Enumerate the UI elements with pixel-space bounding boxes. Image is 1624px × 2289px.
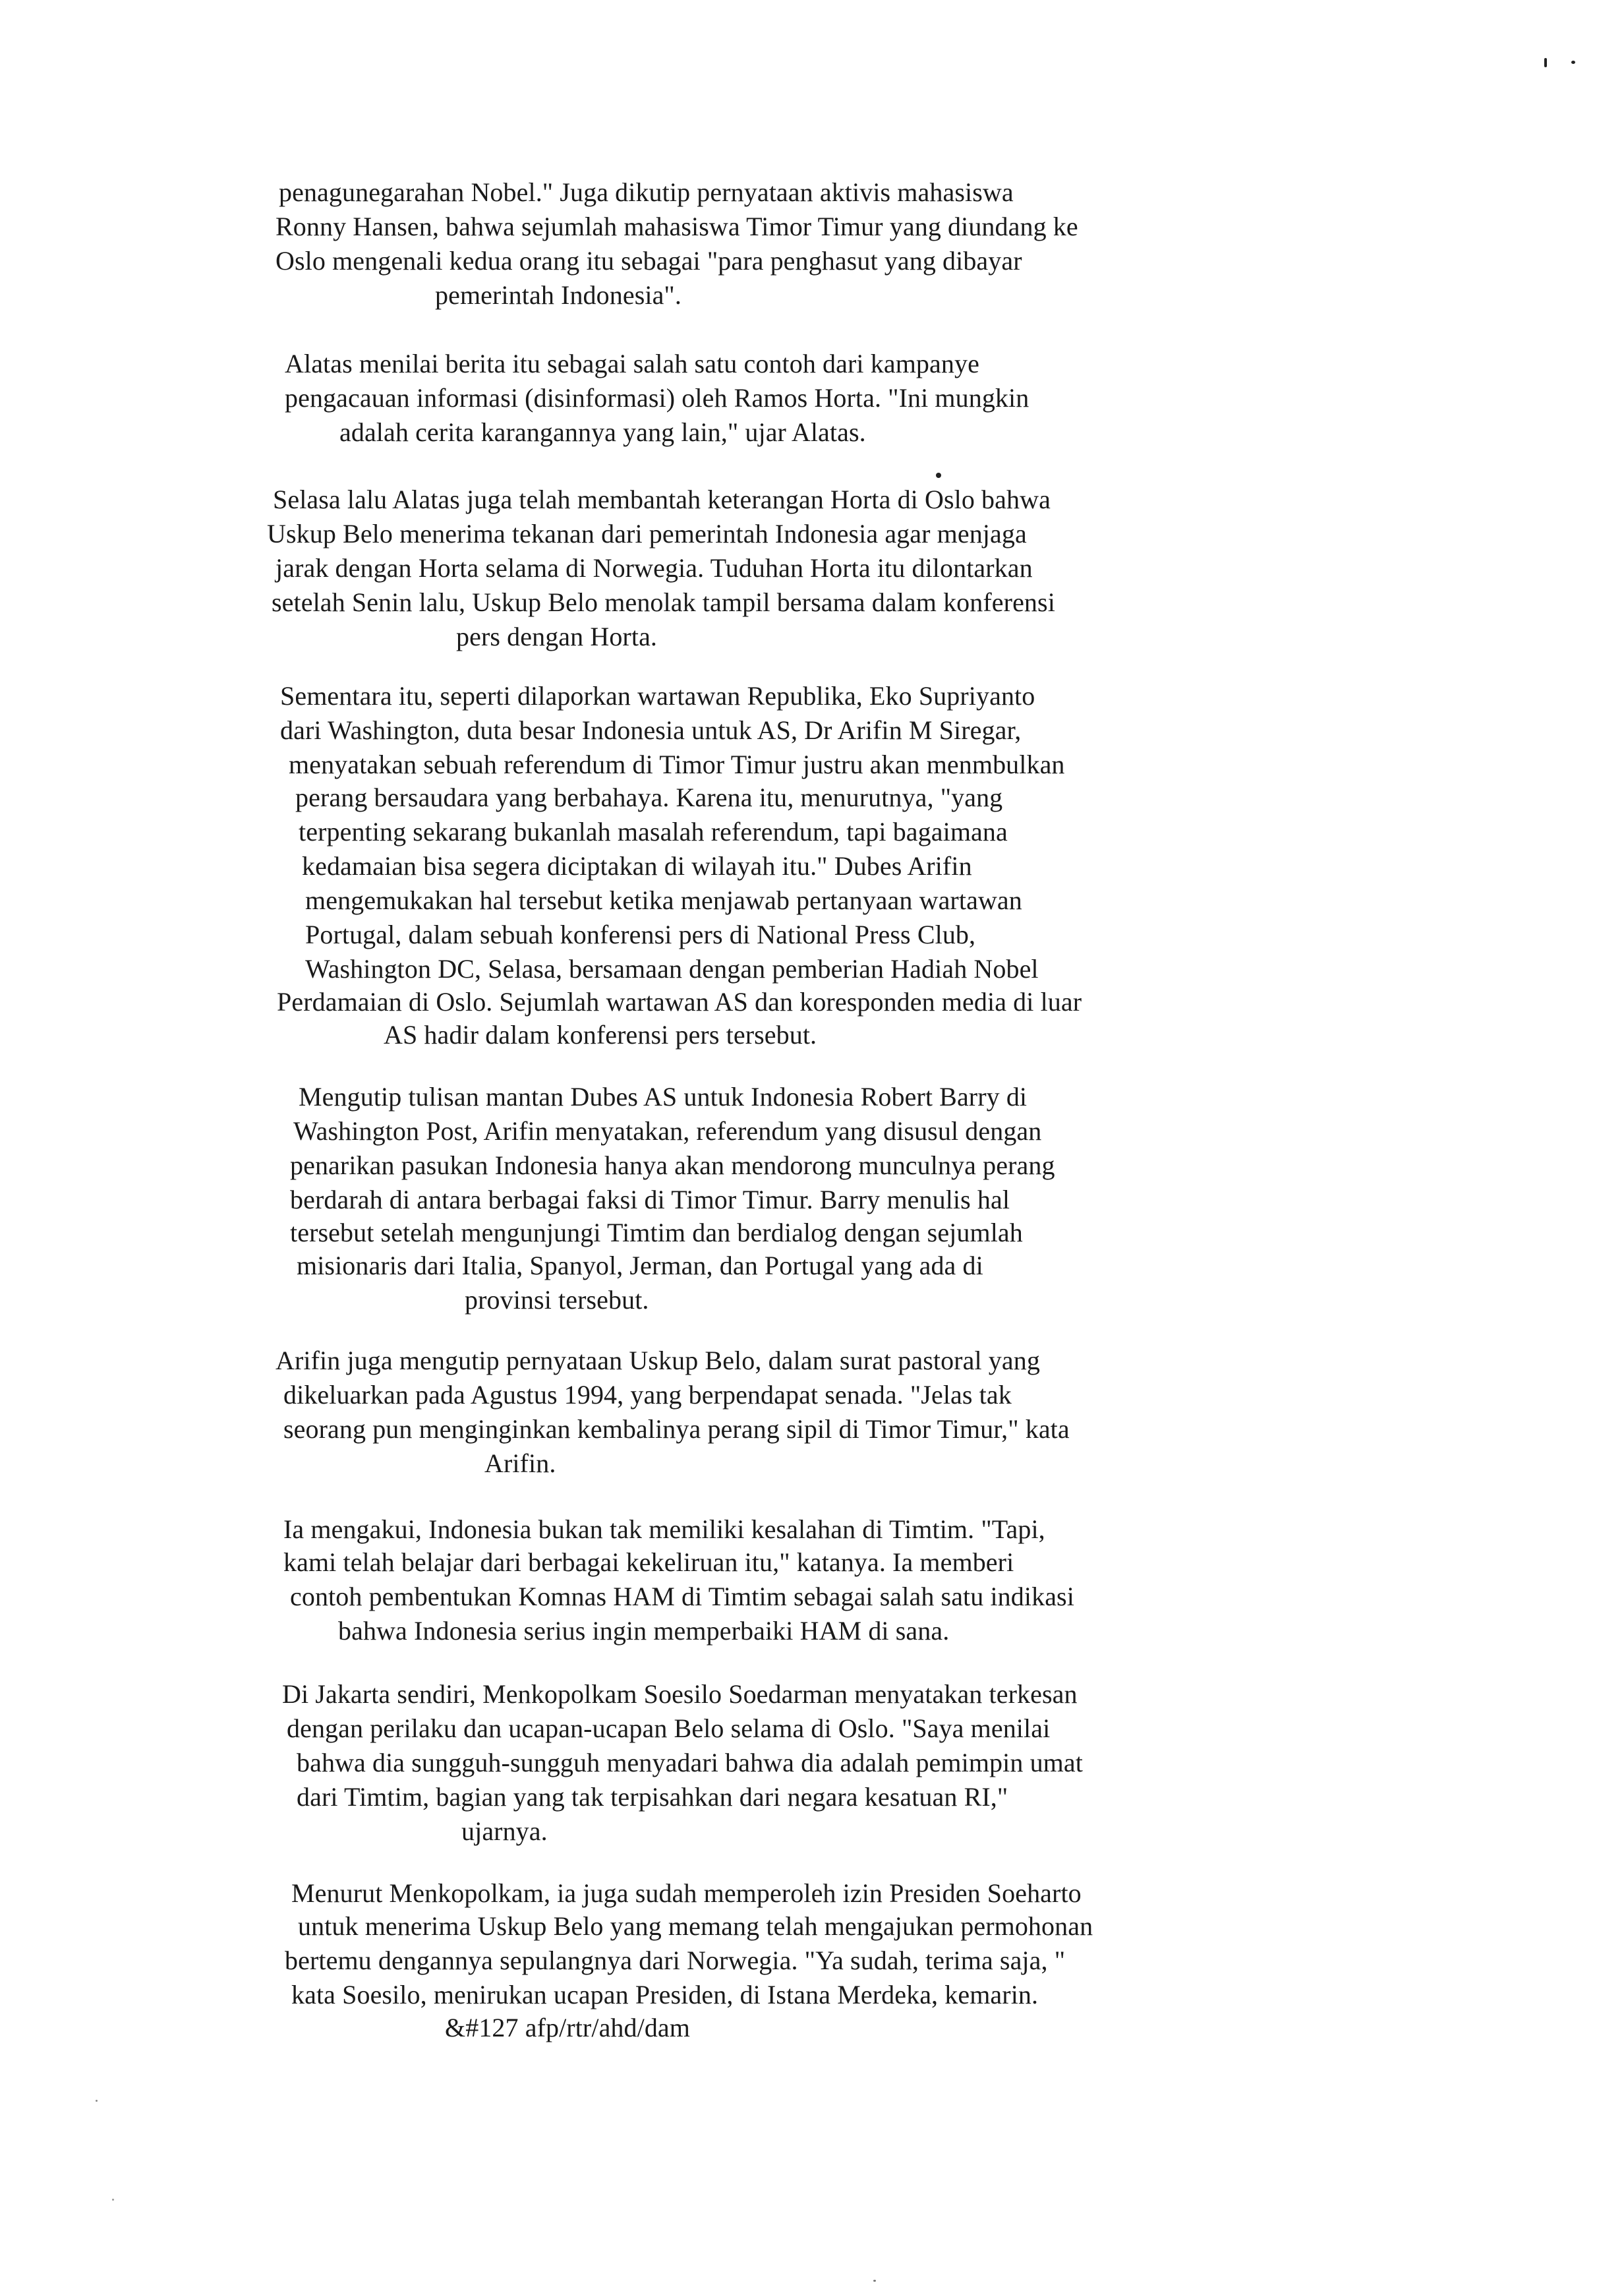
text-line: Perdamaian di Oslo. Sejumlah wartawan AS dan koresponden media di luar xyxy=(277,987,1082,1017)
text-line: Oslo mengenali kedua orang itu sebagai "para penghasut yang dibayar xyxy=(276,246,1022,276)
scan-speck-bottom xyxy=(873,2280,876,2282)
text-line: kata Soesilo, menirukan ucapan Presiden, di Istana Merdeka, kemarin. xyxy=(291,1980,1039,2009)
text-line: Washington Post, Arifin menyatakan, referendum yang disusul dengan xyxy=(293,1116,1042,1146)
text-line: Arifin juga mengutip pernyataan Uskup Belo, dalam surat pastoral yang xyxy=(276,1346,1040,1375)
scan-dot-mid xyxy=(936,473,941,478)
text-line: adalah cerita karangannya yang lain," ujar Alatas. xyxy=(339,417,866,447)
text-line: pers dengan Horta. xyxy=(456,622,658,651)
text-line: penagunegarahan Nobel." Juga dikutip pernyataan aktivis mahasiswa xyxy=(279,177,1014,207)
text-line: Sementara itu, seperti dilaporkan wartawan Republika, Eko Supriyanto xyxy=(280,681,1035,711)
text-line: dari Timtim, bagian yang tak terpisahkan dari negara kesatuan RI," xyxy=(297,1782,1008,1812)
text-line: penarikan pasukan Indonesia hanya akan mendorong munculnya perang xyxy=(290,1150,1055,1180)
scan-speck-left xyxy=(96,2100,98,2102)
text-line: misionaris dari Italia, Spanyol, Jerman, dan Portugal yang ada di xyxy=(297,1251,983,1280)
text-line: AS hadir dalam konferensi pers tersebut. xyxy=(384,1020,817,1050)
text-line: contoh pembentukan Komnas HAM di Timtim sebagai salah satu indikasi xyxy=(290,1582,1074,1611)
text-line: Mengutip tulisan mantan Dubes AS untuk Indonesia Robert Barry di xyxy=(299,1082,1028,1112)
scan-speck-left-2 xyxy=(112,2199,114,2201)
text-line: untuk menerima Uskup Belo yang memang telah mengajukan permohonan xyxy=(298,1911,1093,1941)
text-line: Selasa lalu Alatas juga telah membantah keterangan Horta di Oslo bahwa xyxy=(273,485,1051,514)
text-line: Portugal, dalam sebuah konferensi pers di National Press Club, xyxy=(305,920,976,949)
text-line: bahwa dia sungguh-sungguh menyadari bahwa dia adalah pemimpin umat xyxy=(297,1748,1083,1777)
text-line: seorang pun menginginkan kembalinya perang sipil di Timor Timur," kata xyxy=(283,1414,1070,1444)
scan-speck-top-right xyxy=(1544,58,1547,67)
text-line: kedamaian bisa segera diciptakan di wilayah itu." Dubes Arifin xyxy=(302,851,972,881)
text-line: tersebut setelah mengunjungi Timtim dan berdialog dengan sejumlah xyxy=(290,1218,1023,1247)
text-line: Uskup Belo menerima tekanan dari pemerintah Indonesia agar menjaga xyxy=(267,519,1027,549)
text-line: dikeluarkan pada Agustus 1994, yang berpendapat senada. "Jelas tak xyxy=(283,1380,1012,1410)
text-line: Ia mengakui, Indonesia bukan tak memiliki kesalahan di Timtim. "Tapi, xyxy=(283,1514,1045,1544)
text-line: Washington DC, Selasa, bersamaan dengan pemberian Hadiah Nobel xyxy=(305,954,1039,984)
text-line: ujarnya. xyxy=(461,1816,548,1846)
scan-speck-top-right-2 xyxy=(1571,61,1575,64)
text-line: Arifin. xyxy=(484,1448,556,1478)
text-line: kami telah belajar dari berbagai kekeliruan itu," katanya. Ia memberi xyxy=(283,1547,1014,1577)
text-line: mengemukakan hal tersebut ketika menjawab pertanyaan wartawan xyxy=(305,885,1022,915)
text-line: berdarah di antara berbagai faksi di Timor Timur. Barry menulis hal xyxy=(290,1185,1010,1214)
text-line: perang bersaudara yang berbahaya. Karena itu, menurutnya, "yang xyxy=(295,783,1003,812)
text-line: pengacauan informasi (disinformasi) oleh Ramos Horta. "Ini mungkin xyxy=(285,383,1030,413)
text-line: dengan perilaku dan ucapan-ucapan Belo selama di Oslo. "Saya menilai xyxy=(287,1713,1051,1743)
text-line: &#127 afp/rtr/ahd/dam xyxy=(445,2013,691,2042)
text-line: Di Jakarta sendiri, Menkopolkam Soesilo Soedarman menyatakan terkesan xyxy=(282,1679,1078,1709)
text-line: bahwa Indonesia serius ingin memperbaiki HAM di sana. xyxy=(338,1616,950,1646)
text-line: terpenting sekarang bukanlah masalah referendum, tapi bagaimana xyxy=(299,817,1008,847)
text-line: Ronny Hansen, bahwa sejumlah mahasiswa Timor Timur yang diundang ke xyxy=(276,212,1078,241)
text-line: jarak dengan Horta selama di Norwegia. Tuduhan Horta itu dilontarkan xyxy=(276,553,1033,583)
text-line: pemerintah Indonesia". xyxy=(435,280,682,310)
text-line: setelah Senin lalu, Uskup Belo menolak tampil bersama dalam konferensi xyxy=(272,587,1055,617)
text-line: Menurut Menkopolkam, ia juga sudah memperoleh izin Presiden Soeharto xyxy=(291,1878,1082,1908)
text-line: bertemu dengannya sepulangnya dari Norwegia. "Ya sudah, terima saja, " xyxy=(285,1946,1066,1975)
text-line: Alatas menilai berita itu sebagai salah satu contoh dari kampanye xyxy=(285,349,979,378)
text-line: provinsi tersebut. xyxy=(465,1285,649,1315)
text-line: dari Washington, duta besar Indonesia untuk AS, Dr Arifin M Siregar, xyxy=(280,715,1022,745)
text-line: menyatakan sebuah referendum di Timor Timur justru akan menmbulkan xyxy=(289,750,1065,779)
